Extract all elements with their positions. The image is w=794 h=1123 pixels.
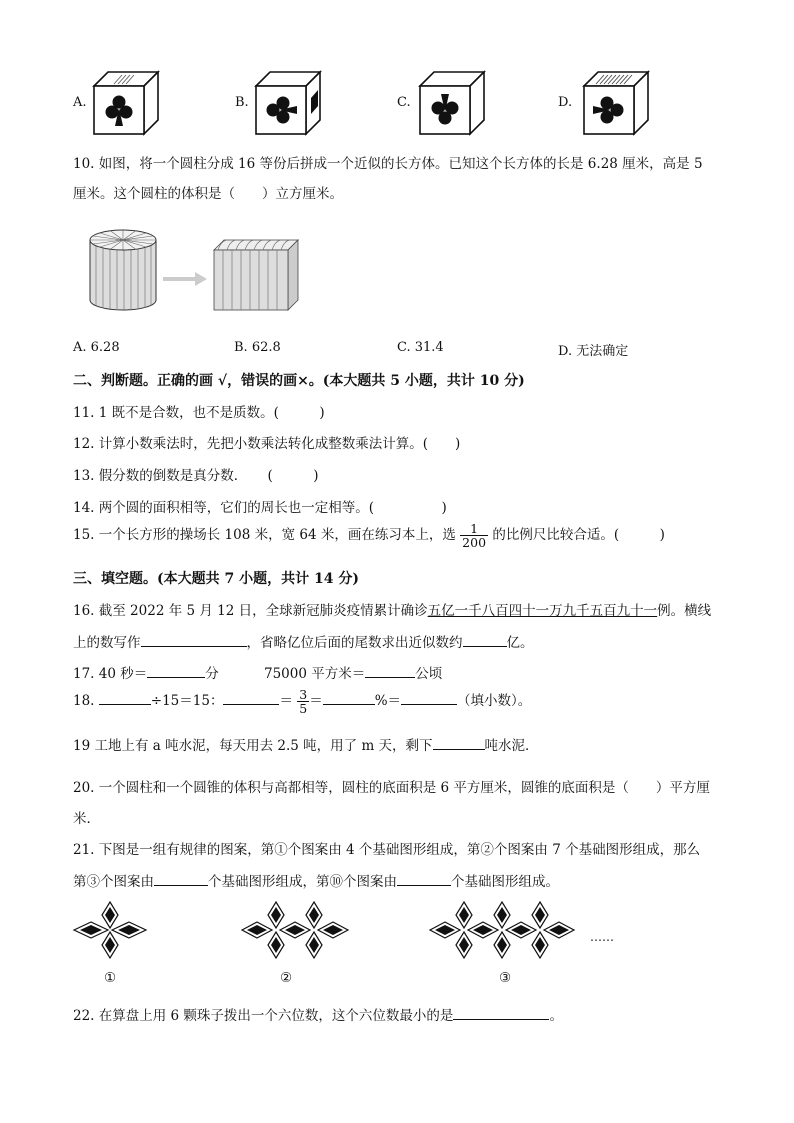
pattern-label-2: ② bbox=[280, 970, 293, 986]
q18-blank-2[interactable] bbox=[223, 691, 279, 705]
q16-text-b: 例。横线 bbox=[657, 603, 712, 619]
q17-part2 bbox=[264, 662, 442, 682]
q16-line1 bbox=[73, 599, 711, 619]
q11-text: 11. 1 既不是合数，也不是质数。( ) bbox=[73, 405, 325, 421]
q17-blank-1[interactable] bbox=[147, 664, 205, 678]
q18-text-c: ＝ bbox=[279, 693, 293, 709]
transform-arrow-icon bbox=[163, 272, 207, 290]
q14-text: 14. 两个圆的面积相等，它们的周长也一定相等。( ) bbox=[73, 500, 447, 516]
cube-b-figure bbox=[254, 70, 322, 136]
q16-blank-2[interactable] bbox=[463, 633, 507, 647]
q18-text-d: ＝ bbox=[309, 693, 323, 709]
fraction-numerator: 1 bbox=[470, 521, 479, 536]
q15-text-after: 的比例尺比较合适。( ) bbox=[492, 527, 665, 543]
q21-text-b: 个基础图形组成，第⑩个图案由 bbox=[208, 874, 397, 890]
q18-blank-1[interactable] bbox=[99, 691, 151, 705]
q16-underlined-number: 五亿一千八百四十一万九千五百九十一 bbox=[427, 603, 658, 619]
q16-blank-1[interactable] bbox=[141, 633, 247, 647]
q19-line bbox=[73, 734, 539, 754]
q19-text-b: 吨水泥． bbox=[484, 738, 539, 754]
q13-text: 13. 假分数的倒数是真分数． ( ) bbox=[73, 468, 319, 484]
fraction-numerator: 3 bbox=[299, 687, 308, 702]
q15-text-before: 15. 一个长方形的操场长 108 米，宽 64 米，画在练习本上，选 bbox=[73, 527, 456, 543]
scale-fraction bbox=[460, 522, 488, 549]
q16-text-a: 16. 截至 2022 年 5 月 12 日，全球新冠肺炎疫情累计确诊 bbox=[73, 603, 428, 619]
q18-line bbox=[73, 688, 531, 715]
cuboid-figure bbox=[212, 238, 302, 316]
q17-blank-2[interactable] bbox=[365, 664, 415, 678]
q10-text-line2: 厘米。这个圆柱的体积是（ ）立方厘米。 bbox=[73, 186, 343, 202]
q10-text-line1: 10. 如图，将一个圆柱分成 16 等份后拼成一个近似的长方体。已知这个长方体的长是 6.28 厘米，高是 5 bbox=[73, 156, 703, 172]
pattern-figure-2 bbox=[240, 900, 350, 966]
q18-fraction bbox=[297, 688, 309, 715]
q10-option-c: C. 31.4 bbox=[397, 340, 444, 355]
q17-text-a: 17. 40 秒＝ bbox=[73, 666, 148, 682]
q16-line2 bbox=[73, 631, 534, 651]
q16-text-e: 亿。 bbox=[506, 635, 534, 651]
q21-text-a: 第③个图案由 bbox=[73, 874, 154, 890]
option-d-label: D. bbox=[558, 95, 573, 110]
pattern-figure-1 bbox=[72, 900, 148, 966]
pattern-label-3: ③ bbox=[499, 970, 512, 986]
q18-text-e: %＝ bbox=[374, 693, 402, 709]
q17-part1 bbox=[73, 662, 219, 682]
fraction-denominator: 200 bbox=[462, 535, 487, 550]
option-a-label: A. bbox=[73, 95, 87, 110]
cube-a-figure bbox=[92, 70, 160, 136]
fraction-denominator: 5 bbox=[299, 701, 308, 716]
section3-heading: 三、填空题。(本大题共 7 小题，共计 14 分) bbox=[73, 571, 359, 587]
cube-c-figure bbox=[418, 70, 486, 136]
q21-text-c: 个基础图形组成。 bbox=[451, 874, 559, 890]
q10-option-b: B. 62.8 bbox=[234, 340, 281, 355]
pattern-figure-3 bbox=[428, 900, 578, 966]
q17-text-b: 分 bbox=[205, 666, 219, 682]
q18-text-a: 18. bbox=[73, 693, 95, 709]
section2-heading: 二、判断题。正确的画 √，错误的画×。(本大题共 5 小题，共计 10 分) bbox=[73, 373, 525, 389]
q18-blank-3[interactable] bbox=[323, 691, 375, 705]
q18-blank-4[interactable] bbox=[401, 691, 457, 705]
q10-option-d: D. 无法确定 bbox=[558, 344, 629, 359]
q20-line2: 米． bbox=[73, 811, 100, 827]
q10-option-a: A. 6.28 bbox=[73, 340, 120, 355]
q19-text-a: 19 工地上有 a 吨水泥，每天用去 2.5 吨，用了 m 天，剩下 bbox=[73, 738, 433, 754]
q17-text-d: 公顷 bbox=[415, 666, 443, 682]
pattern-label-1: ① bbox=[104, 970, 117, 986]
q12-text: 12. 计算小数乘法时，先把小数乘法转化成整数乘法计算。( ) bbox=[73, 436, 461, 452]
q21-blank-1[interactable] bbox=[154, 872, 208, 886]
cube-d-figure bbox=[582, 70, 650, 136]
pattern-ellipsis: …… bbox=[590, 930, 614, 944]
q22-text-a: 22. 在算盘上用 6 颗珠子拨出一个六位数，这个六位数最小的是 bbox=[73, 1008, 454, 1024]
q19-blank[interactable] bbox=[433, 736, 485, 750]
q15-text bbox=[73, 522, 665, 549]
q16-text-c: 上的数写作 bbox=[73, 635, 141, 651]
q22-text-b: 。 bbox=[549, 1008, 563, 1024]
q21-line2 bbox=[73, 870, 559, 890]
q18-text-f: （填小数）。 bbox=[457, 693, 532, 709]
q21-blank-2[interactable] bbox=[397, 872, 451, 886]
q22-line bbox=[73, 1004, 563, 1024]
q17-text-c: 75000 平方米＝ bbox=[264, 666, 366, 682]
q20-line1: 20. 一个圆柱和一个圆锥的体积与高都相等，圆柱的底面积是 6 平方厘米，圆锥的底面积是（ ）平方厘 bbox=[73, 780, 710, 796]
cylinder-figure bbox=[86, 226, 160, 318]
q16-text-d: ，省略亿位后面的尾数求出近似数约 bbox=[246, 635, 463, 651]
q22-blank[interactable] bbox=[453, 1006, 549, 1020]
q18-text-b: ÷15＝15： bbox=[150, 693, 224, 709]
option-c-label: C. bbox=[397, 95, 411, 110]
q21-line1: 21. 下图是一组有规律的图案，第①个图案由 4 个基础图形组成，第②个图案由 7 个基础图形组成，那么 bbox=[73, 842, 701, 858]
option-b-label: B. bbox=[235, 95, 249, 110]
